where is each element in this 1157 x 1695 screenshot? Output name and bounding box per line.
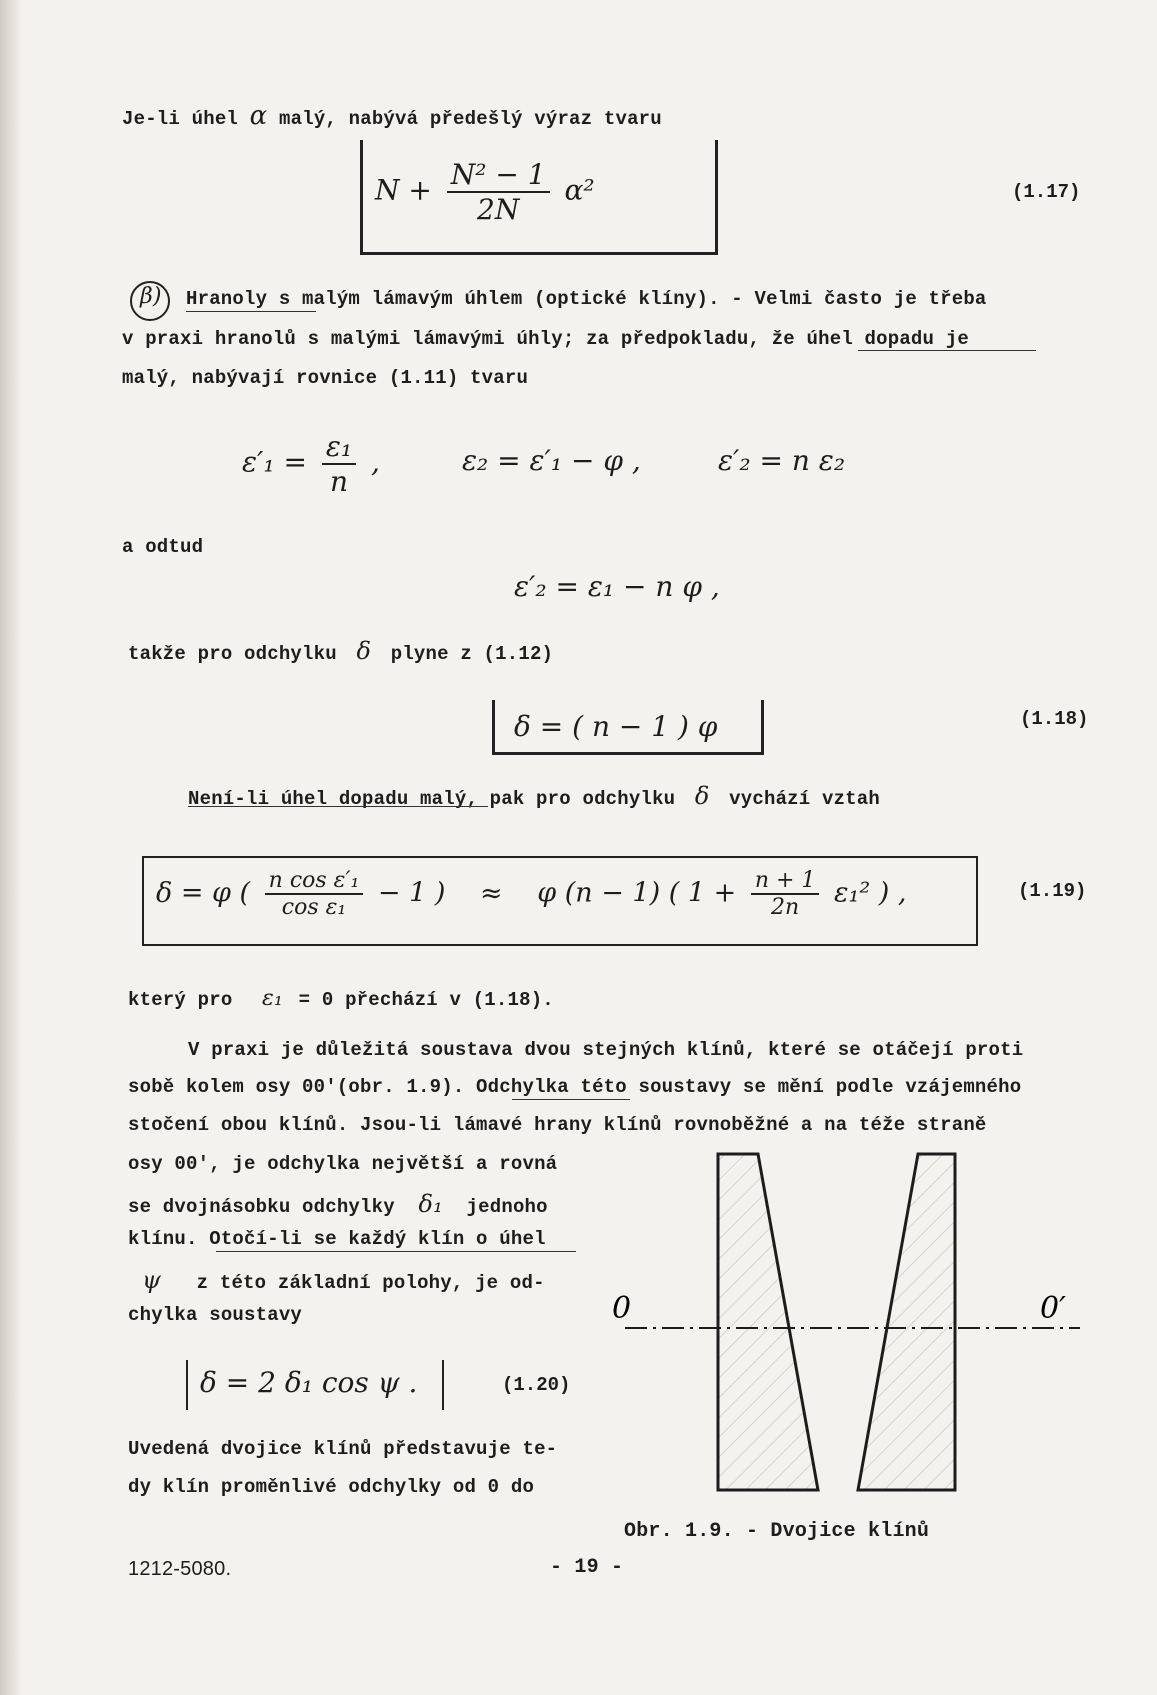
section-line-1: Hranoly s malým lámavým úhlem (optické klíny). - Velmi často je třeba [186, 288, 987, 310]
delta1-symbol: δ₁ [418, 1190, 443, 1218]
underline [216, 1251, 576, 1252]
wedge-paragraph-line-2: sobě kolem osy 00′(obr. 1.9). Odchylka této soustavy se mění podle vzájemného [128, 1076, 1022, 1098]
eq-text: N + [375, 173, 432, 207]
fraction [322, 430, 356, 498]
eq-text: ε′₁ = [242, 445, 307, 479]
eq-text: , [371, 445, 380, 479]
underline [512, 1099, 630, 1100]
eq-text: δ = φ ( [156, 877, 251, 909]
right-wedge [858, 1154, 955, 1490]
text: který pro [128, 989, 233, 1011]
underline [186, 311, 316, 312]
conclusion-line-2: dy klín proměnlivé odchylky od 0 do [128, 1476, 535, 1498]
numerator: N² − 1 [447, 158, 550, 193]
text: plyne z (1.12) [390, 643, 554, 665]
left-wedge [718, 1154, 818, 1490]
delta-symbol: δ [356, 637, 372, 665]
epsilon-symbol: ε₁ [262, 986, 284, 1011]
equation-1-17 [375, 158, 595, 226]
numerator: n + 1 [751, 868, 820, 895]
text: Je-li úhel [122, 108, 239, 130]
paragraph-intro [122, 101, 662, 131]
delta-symbol: δ [694, 782, 710, 810]
wedge-paragraph-line-8: chylka soustavy [128, 1304, 303, 1326]
denominator: n [329, 465, 349, 498]
wedge-paragraph-line-4: osy 00′, je odchylka největší a rovná [128, 1153, 558, 1175]
text: Není-li úhel dopadu malý, pak pro odchylku [188, 788, 676, 810]
eq-text: ε₁² ) , [834, 877, 907, 909]
section-line-2: v praxi hranolů s malými lámavými úhly; za předpokladu, že úhel dopadu je [122, 328, 969, 350]
wedge-paragraph-line-3: stočení obou klínů. Jsou-li lámavé hrany klínů rovnoběžné a na téže straně [128, 1114, 987, 1136]
wedge-paragraph-line-5 [128, 1190, 548, 1218]
denominator: 2N [477, 193, 520, 226]
text: = 0 přechází v (1.18). [298, 989, 554, 1011]
equation-number: (1.17) [1012, 181, 1081, 203]
equation-1-18: δ = ( n − 1 ) φ [514, 710, 718, 743]
wedge-paragraph-line-6: klínu. Otočí-li se každý klín o úhel [128, 1228, 546, 1250]
equation-number: (1.18) [1020, 708, 1089, 730]
text-a-odtud: a odtud [122, 536, 204, 558]
section-marker: β) [140, 284, 162, 309]
fraction [447, 158, 550, 226]
psi-symbol: ψ [142, 1266, 162, 1294]
equation-1-19 [156, 868, 906, 920]
text: malý, nabývá předešlý výraz tvaru [279, 108, 662, 130]
equation-e2: ε₂ = ε′₁ − φ , [462, 444, 641, 477]
axis-label-left: 0 [612, 1291, 632, 1326]
paragraph-deviation [128, 637, 553, 665]
approx-sign: ≈ [480, 877, 503, 909]
wedge-paragraph-line-1: V praxi je důležitá soustava dvou stejných klínů, které se otáčejí proti [188, 1039, 1024, 1061]
wedge-pair-figure [600, 1140, 1100, 1560]
equation-e2-prime: ε′₂ = n ε₂ [718, 444, 846, 477]
alpha-symbol: α [249, 101, 268, 131]
numerator: ε₁ [322, 430, 356, 465]
paragraph-which [128, 986, 554, 1011]
equation-number: (1.19) [1018, 880, 1087, 902]
text: z této základní polohy, je od- [196, 1272, 545, 1294]
equation-number: (1.20) [502, 1374, 571, 1396]
fraction [751, 868, 820, 920]
denominator: 2n [771, 895, 800, 920]
numerator: n cos ε′₁ [265, 868, 364, 895]
fraction [265, 868, 364, 920]
scan-edge [0, 0, 22, 1695]
underline [188, 806, 488, 807]
underline [858, 350, 1036, 351]
figure-caption: Obr. 1.9. - Dvojice klínů [624, 1520, 930, 1543]
document-code: 1212-5080. [128, 1558, 232, 1580]
eq-text: − 1 ) [377, 877, 446, 909]
denominator: cos ε₁ [281, 895, 347, 920]
conclusion-line-1: Uvedená dvojice klínů představuje te- [128, 1438, 558, 1460]
text: jednoho [466, 1196, 548, 1218]
axis-label-right: 0′ [1040, 1291, 1066, 1326]
page-number: - 19 - [550, 1556, 624, 1579]
section-line-3: malý, nabývají rovnice (1.11) tvaru [122, 367, 529, 389]
text: vychází vztah [729, 788, 880, 810]
equation-1-20: δ = 2 δ₁ cos ψ . [200, 1366, 418, 1399]
equation-e2-derived: ε′₂ = ε₁ − n φ , [514, 570, 720, 603]
eq-text: α² [564, 173, 595, 207]
wedge-paragraph-line-7 [128, 1266, 545, 1294]
equation-set [242, 430, 380, 498]
eq-text: φ (n − 1) ( 1 + [537, 877, 737, 909]
text: takže pro odchylku [128, 643, 337, 665]
text: se dvojnásobku odchylky [128, 1196, 395, 1218]
